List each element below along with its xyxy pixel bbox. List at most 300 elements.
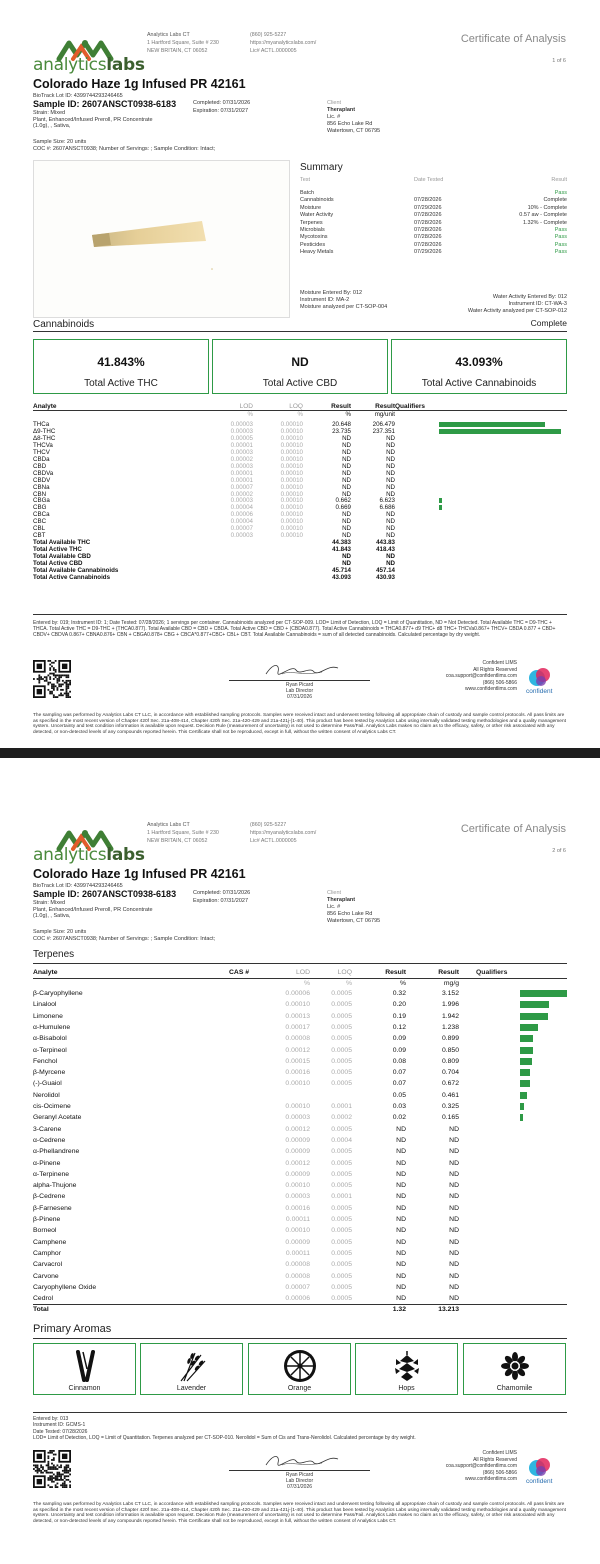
terpene-cell: 0.0005 (331, 1272, 352, 1280)
terpene-cell: 0.20 (392, 1001, 406, 1009)
cannabinoid-cell: ND (342, 511, 351, 519)
cannabinoid-cell: ND (342, 462, 351, 470)
cannabinoid-cell: THCVa (33, 441, 53, 449)
terpene-cell: 0.07 (392, 1080, 406, 1088)
cannabinoid-cell: CBC (33, 518, 47, 526)
terpene-cell: ND (449, 1159, 459, 1167)
terpene-cell: 0.00012 (285, 1159, 310, 1167)
lab-website-link[interactable]: https://myanalyticslabs.com/ (250, 40, 317, 46)
terpene-bar (520, 1024, 538, 1031)
terpene-row (33, 1225, 567, 1236)
terpene-cell: α-Humulene (33, 1023, 71, 1031)
cannabinoid-cell: ND (342, 441, 351, 449)
terpene-row (33, 1259, 567, 1270)
terpene-cell: 3-Carene (33, 1125, 62, 1133)
terpene-cell: 0.0005 (331, 1023, 352, 1031)
terpene-cell: 0.672 (441, 1080, 459, 1088)
cannabinoid-cell: 23.735 (332, 427, 351, 435)
terpene-cell: Linalool (33, 1001, 57, 1009)
cannabinoid-cell: 0.00010 (280, 525, 303, 533)
cannabinoid-cell: 0.669 (335, 504, 351, 512)
terpene-cell: 0.00010 (285, 1182, 310, 1190)
water-activity-line: Water Activity Entered By: 012 (492, 294, 567, 300)
summary-cell: Pass (554, 241, 567, 248)
cannabinoid-cell: 0.00007 (230, 483, 253, 491)
lab-contact: (860) 925-5227 https://myanalyticslabs.com/ Lic# ACTL.0000005 (250, 32, 317, 54)
terpene-cell: ND (396, 1249, 406, 1257)
terpene-cell: 0.0005 (331, 1080, 352, 1088)
terpene-cell: 0.0005 (331, 1238, 352, 1246)
cannabinoid-cell: 0.00010 (280, 504, 303, 512)
terpene-total-cell: 13.213 (438, 1306, 459, 1314)
cannabinoid-cell: ND (386, 511, 395, 519)
product-title: Colorado Haze 1g Infused PR 42161 (33, 867, 246, 881)
terpene-bar (520, 1013, 548, 1020)
moisture-info (300, 290, 387, 311)
cannabinoid-total-cell: Total Available THC (33, 539, 91, 547)
terpene-cell: 0.08 (392, 1057, 406, 1065)
water-activity-line: Instrument ID: CT-WA-3 (508, 301, 567, 307)
cannabinoid-cell: 6.686 (379, 504, 395, 512)
cannabinoid-cell: ND (342, 434, 351, 442)
terpene-row (33, 1022, 567, 1033)
terpene-row (33, 1169, 567, 1180)
terpene-row (33, 1124, 567, 1135)
terpene-cell: ND (449, 1170, 459, 1178)
terpene-cell: ND (396, 1193, 406, 1201)
cannabinoid-total-cell: Total Active THC (33, 546, 82, 554)
cannabinoid-row (33, 442, 567, 449)
summary-title: Summary (300, 162, 343, 173)
terpene-cell: ND (396, 1295, 406, 1303)
terpene-bar (520, 1114, 523, 1121)
signer-block: Ryan Picard Lab Director 07/31/2026 (285, 1472, 314, 1490)
terpene-cell: 0.00003 (285, 1114, 310, 1122)
sample-id: Sample ID: 2607ANSCT0938-6183 (33, 99, 177, 109)
cannabinoid-total-cell: Total Active CBD (33, 560, 83, 567)
cannabinoid-cell: 0.00010 (280, 455, 303, 463)
terpene-cell: 1.238 (441, 1023, 459, 1031)
lab-website-link[interactable]: https://myanalyticslabs.com/ (250, 830, 317, 836)
summary-cell: 07/28/2026 (414, 212, 442, 219)
cannabinoid-total-cell: 418.43 (376, 546, 395, 554)
cannabinoid-row (33, 511, 567, 518)
terpene-cell: 0.0005 (331, 1283, 352, 1291)
cannabinoid-cell: CBDVa (33, 469, 54, 477)
summary-cell: 07/28/2026 (414, 227, 442, 233)
terpene-cell: 0.899 (441, 1035, 459, 1043)
cannabinoid-row (33, 484, 567, 491)
terpene-cell: Nerolidol (33, 1091, 60, 1099)
cannabinoids-status: Complete (530, 318, 567, 328)
terpene-cell: 0.0001 (331, 1103, 352, 1110)
summary-cell: Result (551, 177, 567, 183)
signature-icon (262, 1451, 342, 1471)
summary-row (300, 197, 567, 204)
terpene-bar (520, 1069, 530, 1076)
document-title: Certificate of Analysis (460, 823, 566, 835)
summary-cell: Water Activity (300, 212, 334, 219)
cannabinoid-cell: 237.351 (372, 427, 395, 435)
terpene-cell: 0.09 (392, 1035, 406, 1043)
summary-cell: Test (300, 177, 311, 183)
cannabinoid-cell: 0.00004 (230, 504, 253, 512)
disclaimer: The sampling was performed by Analytics Labs CT LLC, in accordance with established sampling protocols. Samples were received intact and underwent testing following all appropriate chain of custody and sample control protocols. All pass limits are as specified in the most recent version of Chapter 420f Sec. 21a-408-414, Chapter 420h Sec. 21a-420-429 and 21a-421j-(1-40). This product has been tested by Analytics Labs using internally validated testing methodologies and a quality management system. Uncertainty and test condition information is available upon request. Decision Rule (measurement of uncertainty) is not used to determine Pass/Fail. Analytics Labs makes no claim as to the efficacy, safety, or other risk associated with any detected, or non-detected levels of any compounds reported herein. This Certificate shall not be reproduced, except in full, without the written consent of Analytics Labs CT. (33, 713, 566, 735)
terpene-cell: 0.12 (392, 1023, 406, 1031)
total-active-thc-box: 41.843% Total Active THC (33, 339, 209, 394)
summary-row (300, 212, 567, 219)
cannabinoid-cell: CBCa (33, 511, 50, 519)
summary-cell: 07/28/2026 (414, 241, 442, 248)
terpene-cell: 1.996 (441, 1001, 459, 1009)
cannabinoid-cell: ND (342, 448, 351, 456)
terpene-row (33, 988, 567, 999)
cannabinoid-bar (439, 429, 561, 434)
terpene-cell: β-Myrcene (33, 1069, 66, 1077)
terpene-cell: 0.00010 (285, 1103, 310, 1110)
moisture-line: Moisture analyzed per CT-SOP-004 (300, 304, 388, 310)
summary-cell: Pass (554, 249, 567, 256)
terpene-cell: 0.00012 (285, 1125, 310, 1133)
cannabinoid-total-cell: ND (342, 560, 351, 567)
cannabinoid-cell: ND (342, 476, 351, 484)
terpene-row (33, 1146, 567, 1157)
summary-cell: 0.57 aw - Complete (519, 212, 567, 219)
terpene-cell: 0.00016 (285, 1069, 310, 1077)
terpene-cell: (-)-Guaiol (33, 1080, 62, 1088)
terpene-cell: α-Phellandrene (33, 1148, 80, 1156)
terpene-cell: cis-Ocimene (33, 1103, 71, 1110)
summary-cell: Pass (554, 234, 567, 241)
cannabinoid-cell: 0.00003 (230, 462, 253, 470)
terpene-row (33, 1293, 567, 1304)
terpene-row (33, 1045, 567, 1056)
terpene-cell: 1.942 (441, 1012, 459, 1020)
page-separator (0, 744, 600, 790)
terpene-cell: α-Terpinene (33, 1170, 70, 1178)
total-rule (33, 1304, 567, 1305)
terpene-bar (520, 1080, 530, 1087)
terpene-units-row: % % % mg/g (303, 980, 459, 987)
cinnamon-icon (68, 1349, 102, 1383)
terpene-cell: 0.00010 (285, 1001, 310, 1009)
terpene-cell: ND (449, 1148, 459, 1156)
terpene-cell: ND (396, 1272, 406, 1280)
cannabinoid-total-row (33, 567, 567, 574)
cannabinoid-cell: 0.00010 (280, 511, 303, 519)
section-rule (33, 963, 567, 964)
cannabinoid-cell: ND (386, 490, 395, 498)
cannabinoid-bar (439, 498, 442, 503)
cannabinoid-cell: CBT (33, 532, 46, 540)
cannabinoid-cell: ND (342, 483, 351, 491)
cannabinoid-cell: 20.648 (332, 421, 351, 428)
terpene-cell: ND (449, 1283, 459, 1291)
aroma-cinnamon: Cinnamon (33, 1343, 136, 1395)
sample-strain: Strain: Mixed Plant, Enhanced/Infused Preroll, PR Concentrate (1.0g), , Sativa, (33, 110, 153, 129)
terpene-cell: 0.0005 (331, 990, 352, 997)
cannabinoid-cell: THCV (33, 448, 50, 456)
confident-logo-icon (523, 666, 563, 688)
summary-header (300, 177, 567, 184)
summary-row (300, 242, 567, 249)
summary-cell: Mycotoxins (300, 234, 328, 241)
cannabinoid-cell: ND (386, 462, 395, 470)
terpene-row (33, 1056, 567, 1067)
terpene-cell: 0.00011 (285, 1216, 310, 1223)
terpene-row (33, 1248, 567, 1259)
cannabinoid-cell: 206.479 (372, 421, 395, 428)
sample-size: Sample Size: 20 units COC #: 2607ANSCT0938; Number of Servings: ; Sample Condition: Intact; (33, 929, 216, 942)
cannabinoid-total-cell: 44.383 (332, 539, 351, 547)
terpene-row (33, 1282, 567, 1293)
cannabinoid-cell: 0.00010 (280, 469, 303, 477)
logo-wordmark: analyticslabs (33, 845, 145, 865)
cannabinoid-notes: Entered by: 019; Instrument ID: 1; Date Tested: 07/28/2026; 1 servings per container. Cannabinoids analyzed per CT-SOP-009. LOD= Limit of Detection, LOQ = Limit of Quantitation, ND = Not Detected. Total Available THC = D9-THC + THCA. Total Active THC = D9-THC + (THCA0.877). Total Available CBD = CBD + CBDA. Total Active CBD = CBD + (CBDA0.877). Total Active Cannabinoids = THCA0.877+ d9 THC+ d8 THC+ THCVa0.867+ THCV+ CBDA 0.877 + CBD+ CBDV+ CBDVA 0.867+ CBNA0.876+ CBN + CBGA0.878+ CBG + CBCA*0.877+CBC+ CBL+ CBT. Total Available Cannabinoids = sum of all detected cannabinoids. Calculated percentage by dry weight. (33, 620, 556, 638)
cannabinoid-row (33, 532, 567, 539)
cannabinoid-cell: ND (342, 469, 351, 477)
logo-wordmark: analyticslabs (33, 55, 145, 75)
sample-size: Sample Size: 20 units COC #: 2607ANSCT0938; Number of Servings: ; Sample Condition: Intact; (33, 139, 216, 152)
client-info: Client Theraplant Lic. # 856 Echo Lake Rd Watertown, CT 06795 (327, 100, 381, 134)
summary-cell: 07/29/2026 (414, 249, 442, 256)
terpene-cell: 0.0005 (331, 1057, 352, 1065)
terpene-cell: 0.0005 (331, 1035, 352, 1043)
terpene-cell: 0.00010 (285, 1227, 310, 1235)
cannabinoid-cell: ND (342, 518, 351, 526)
cannabinoid-cell: 0.00010 (280, 427, 303, 435)
terpene-cell: Cedrol (33, 1295, 54, 1303)
coa-page-1 (0, 0, 600, 744)
summary-cell: Terpenes (300, 219, 323, 226)
cannabinoid-cell: 0.00002 (230, 455, 253, 463)
cannabinoid-cell: 0.00010 (280, 448, 303, 456)
cannabinoid-cell: CBDa (33, 455, 50, 463)
terpene-row (33, 1090, 567, 1101)
terpene-cell: Geranyl Acetate (33, 1114, 82, 1122)
cannabinoid-cell: CBG (33, 504, 47, 512)
terpene-cell: 0.00007 (285, 1283, 310, 1291)
cannabinoid-cell: 0.00010 (280, 421, 303, 428)
page-number: 2 of 6 (552, 848, 566, 854)
terpene-cell: 0.704 (441, 1069, 459, 1077)
terpene-cell: 0.0005 (331, 1261, 352, 1269)
cannabinoid-cell: 0.00010 (280, 497, 303, 505)
terpene-cell: 0.0005 (331, 1170, 352, 1178)
terpene-cell: ND (396, 1148, 406, 1156)
cannabinoid-total-cell: ND (342, 553, 351, 561)
summary-row (300, 227, 567, 234)
terpene-cell: 0.03 (392, 1103, 406, 1110)
cannabinoid-total-row (33, 560, 567, 567)
terpene-cell: ND (449, 1193, 459, 1201)
confident-logo: confident (523, 1456, 563, 1490)
moisture-line: Instrument ID: MA-2 (300, 297, 350, 303)
terpene-cell: 0.09 (392, 1046, 406, 1054)
cannabinoid-cell: ND (386, 469, 395, 477)
cannabinoid-units-row: % % % mg/unit (247, 411, 395, 418)
terpene-cell: 0.0005 (331, 1046, 352, 1054)
document-title: Certificate of Analysis (460, 33, 566, 45)
cannabinoid-cell: 0.00005 (230, 434, 253, 442)
cannabinoid-cell: Δ8-THC (33, 434, 56, 442)
cannabinoids-section-title: Cannabinoids (33, 319, 95, 330)
cannabinoid-total-cell: 457.14 (376, 566, 395, 574)
terpene-cell: 0.0001 (331, 1193, 352, 1201)
summary-cell: 07/28/2026 (414, 219, 442, 226)
terpene-cell: 0.00011 (285, 1249, 310, 1257)
terpene-cell: β-Pinene (33, 1216, 61, 1223)
cannabinoid-row (33, 477, 567, 484)
terpene-cell: ND (396, 1136, 406, 1144)
confident-logo-icon (523, 1456, 563, 1478)
client-info: Client Theraplant Lic. # 856 Echo Lake Rd Watertown, CT 06795 (327, 890, 381, 924)
cannabinoid-row (33, 497, 567, 504)
terpene-cell: alpha-Thujone (33, 1182, 77, 1190)
terpene-cell: ND (396, 1204, 406, 1212)
terpene-total-row (33, 1304, 567, 1315)
terpene-cell: 0.00003 (285, 1193, 310, 1201)
cannabinoid-cell: 0.00010 (280, 434, 303, 442)
terpene-cell: 0.00008 (285, 1272, 310, 1280)
cannabinoid-cell: 0.00003 (230, 448, 253, 456)
product-title: Colorado Haze 1g Infused PR 42161 (33, 77, 246, 91)
summary-cell: Pass (554, 227, 567, 233)
summary-cell: Complete (543, 197, 567, 204)
notes-rule (33, 1412, 567, 1413)
lavender-icon (175, 1349, 209, 1383)
chamomile-flower-icon (498, 1349, 532, 1383)
summary-cell: Cannabinoids (300, 197, 334, 204)
water-activity-info (468, 294, 567, 315)
cannabinoid-total-cell: 430.93 (376, 573, 395, 581)
terpene-cell: 0.00008 (285, 1035, 310, 1043)
signature-line (229, 680, 370, 681)
summary-cell: 10% - Complete (527, 204, 567, 211)
terpene-cell: 0.19 (392, 1012, 406, 1020)
terpene-cell: 0.850 (441, 1046, 459, 1054)
cannabinoid-cell: 0.00010 (280, 518, 303, 526)
cannabinoid-cell: 0.00001 (230, 476, 253, 484)
terpene-row (33, 999, 567, 1010)
cannabinoid-total-row (33, 539, 567, 546)
summary-cell: Pesticides (300, 241, 326, 248)
cannabinoid-row (33, 456, 567, 463)
terpene-row (33, 1158, 567, 1169)
cannabinoid-cell: 0.00002 (230, 490, 253, 498)
cannabinoid-cell: 0.00006 (230, 511, 253, 519)
terpene-row (33, 1067, 567, 1078)
cannabinoid-cell: ND (386, 525, 395, 533)
terpene-cell: ND (396, 1159, 406, 1167)
qr-code-icon[interactable] (33, 660, 71, 698)
cannabinoid-total-cell: Total Active Cannabinoids (33, 573, 111, 581)
terpene-bar (520, 1058, 532, 1065)
primary-aromas-title: Primary Aromas (33, 1323, 112, 1335)
terpene-bar (520, 1092, 527, 1099)
cannabinoid-cell: ND (342, 455, 351, 463)
confident-lims-info: Confident LIMS All Rights Reserved coa.support@confidentlims.com (866) 506-5866 www.confidentlims.com (445, 660, 517, 692)
cannabinoid-cell: ND (386, 483, 395, 491)
terpene-cell: ND (449, 1125, 459, 1133)
cannabinoid-total-cell: 43.093 (332, 573, 351, 581)
cannabinoid-bar (439, 422, 545, 427)
terpene-cell: 0.00008 (285, 1261, 310, 1269)
cannabinoid-row (33, 491, 567, 498)
cannabinoid-cell: 0.00001 (230, 441, 253, 449)
product-photo (33, 160, 290, 318)
cannabinoid-cell: CBD (33, 462, 47, 470)
terpene-cell: 3.152 (441, 990, 459, 997)
cannabinoid-cell: ND (342, 532, 351, 540)
terpene-row (33, 1135, 567, 1146)
cannabinoid-row (33, 518, 567, 525)
terpene-cell: 0.00015 (285, 1057, 310, 1065)
cannabinoid-total-cell: ND (386, 553, 395, 561)
cannabinoid-cell: 0.662 (335, 497, 351, 505)
terpene-cell: 0.809 (441, 1057, 459, 1065)
cannabinoid-cell: ND (386, 476, 395, 484)
terpene-cell: β-Caryophyllene (33, 990, 83, 997)
terpene-row (33, 1078, 567, 1089)
aroma-hops: Hops (355, 1343, 458, 1395)
biotrack-lot: BioTrack Lot ID: 4399744293246465 (33, 883, 123, 889)
terpene-cell: ND (396, 1170, 406, 1178)
terpene-cell: ND (449, 1182, 459, 1190)
aromas-rule (33, 1338, 567, 1339)
terpene-cell: 0.07 (392, 1069, 406, 1077)
aroma-orange: Orange (248, 1343, 351, 1395)
biotrack-lot: BioTrack Lot ID: 4399744293246465 (33, 93, 123, 99)
terpene-cell: ND (396, 1283, 406, 1291)
terpene-notes: Entered by: 013 Instrument ID: GCMS-1 Date Tested: 07/28/2026 LOD= Limit of Detection, LOQ = Limit of Quantitation. Terpenes analyzed per CT-SOP-010. Nerolidol = Sum of Cis and Trans-Nerolidol. Calculated percentage by dry weight. (33, 1416, 416, 1441)
cannabinoid-cell: ND (386, 441, 395, 449)
terpene-cell: ND (396, 1238, 406, 1246)
terpene-cell: ND (396, 1182, 406, 1190)
terpene-bar (520, 1047, 533, 1054)
terpene-cell: ND (449, 1136, 459, 1144)
terpene-cell: 0.461 (441, 1091, 459, 1099)
cannabinoid-total-cell: Total Available CBD (33, 553, 91, 561)
cannabinoid-cell: ND (342, 490, 351, 498)
cannabinoid-cell: 0.00010 (280, 532, 303, 540)
terpene-cell: Camphene (33, 1238, 67, 1246)
summary-row (300, 205, 567, 212)
cannabinoid-table-header: Analyte LOD LOQ Result Result Qualifiers (33, 403, 425, 410)
signer-block: Ryan Picard Lab Director 07/31/2026 (285, 682, 314, 700)
hops-icon (390, 1349, 424, 1383)
terpene-cell: 0.00009 (285, 1136, 310, 1144)
signature-line (229, 1470, 370, 1471)
cannabinoid-cell: 0.00001 (230, 469, 253, 477)
terpene-table-header: Analyte CAS # LOD LOQ Result Result Qualifiers (33, 969, 508, 976)
summary-cell: 07/29/2026 (414, 204, 442, 211)
qr-code-icon[interactable] (33, 1450, 71, 1488)
terpene-cell: 0.02 (392, 1114, 406, 1122)
terpene-cell: Carvone (33, 1272, 59, 1280)
preroll-image (34, 161, 291, 319)
terpene-row (33, 1180, 567, 1191)
summary-cell: Microbials (300, 227, 325, 233)
terpene-cell: 0.0005 (331, 1069, 352, 1077)
cannabinoid-cell: 0.00003 (230, 427, 253, 435)
cannabinoid-cell: ND (386, 455, 395, 463)
terpene-cell: α-Cedrene (33, 1136, 66, 1144)
section-rule (33, 331, 567, 332)
total-active-cbd-box: ND Total Active CBD (212, 339, 388, 394)
terpene-cell: ND (449, 1295, 459, 1303)
cannabinoid-cell: 0.00010 (280, 483, 303, 491)
